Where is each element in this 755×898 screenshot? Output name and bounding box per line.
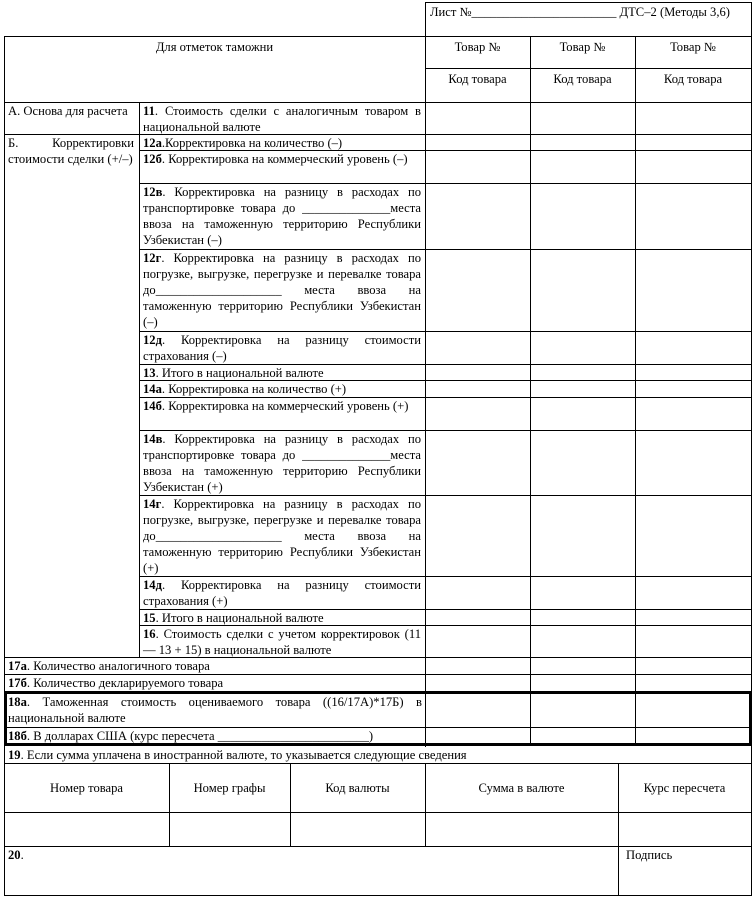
row-17b: 17б. Количество декларируемого товара — [8, 676, 224, 690]
row-line — [4, 812, 752, 813]
goods-no-3: Товар № — [670, 40, 716, 54]
col-divider-goods-2 — [530, 36, 531, 746]
row-15: 15. Итого в национальной валюте — [143, 611, 324, 625]
row-19: 19. Если сумма уплачена в иностранной валюте, то указывается следующие сведения — [8, 748, 467, 762]
sheet-number-line: Лист №_______________________ ДТС–2 (Методы 3,6) — [430, 5, 730, 19]
header-top-line — [4, 36, 752, 37]
table19-divider — [290, 763, 291, 846]
sheet-box-top — [425, 2, 752, 3]
goods-no-line — [425, 68, 752, 69]
row-12d: 12д. Корректировка на разницу стоимости страхования (–) — [143, 333, 421, 363]
goods-no-2: Товар № — [559, 40, 606, 54]
signature-label: Подпись — [626, 848, 673, 862]
table19-header-goods-no: Номер товара — [49, 781, 124, 795]
goods-code-1: Код товара — [448, 72, 507, 86]
row-11: 11. Стоимость сделки с аналогичным товаром в национальной валюте — [143, 104, 421, 134]
row-14g: 14г. Корректировка на разницу в расходах по погрузке, выгрузке, перегрузке и перевалке товара до____________________ места ввоза на таможенную территорию Республики Узбекистан (+) — [143, 497, 421, 575]
row-13: 13. Итого в национальной валюте — [143, 366, 324, 380]
row-line — [4, 763, 752, 764]
goods-code-3: Код товара — [663, 72, 723, 86]
row-17a: 17а. Количество аналогичного товара — [8, 659, 210, 673]
form-border-left — [4, 36, 5, 896]
table19-header-exchange-rate: Курс пересчета — [643, 781, 726, 795]
sheet-box-left — [425, 2, 426, 657]
col-divider-goods-3 — [635, 36, 636, 746]
row-14v: 14в. Корректировка на разницу в расходах по транспортировке товара до ______________места ввоза на таможенную территорию Республики Узбекистан (+) — [143, 432, 421, 494]
table19-header-currency-code: Код валюты — [325, 781, 390, 795]
row-16: 16. Стоимость сделки с учетом корректировок (11 — 13 + 15) в национальной валюте — [143, 627, 421, 657]
row-18a: 18а. Таможенная стоимость оцениваемого товара ((16/17А)*17Б) в национальной валюте — [8, 695, 422, 725]
form-border-bottom — [4, 895, 752, 896]
row-12b: 12б. Корректировка на коммерческий уровень (–) — [143, 152, 408, 166]
section-a-label: А. Основа для расчета — [8, 104, 128, 118]
col-divider-1 — [139, 102, 140, 657]
form-border-right — [751, 2, 752, 896]
row-18b: 18б. В долларах США (курс пересчета ________________________) — [8, 729, 374, 743]
row-14d: 14д. Корректировка на разницу стоимости страхования (+) — [143, 578, 421, 608]
table19-header-amount: Сумма в валюте — [478, 781, 565, 795]
customs-marks-title: Для отметок таможни — [155, 40, 274, 54]
row-12a: 12а.Корректировка на количество (–) — [143, 136, 343, 150]
row-14a: 14а. Корректировка на количество (+) — [143, 382, 347, 396]
section-b-label: Б. Корректировки стоимости сделки (+/–) — [8, 136, 134, 166]
row-14b: 14б. Корректировка на коммерческий уровень (+) — [143, 399, 409, 413]
goods-no-1: Товар № — [454, 40, 501, 54]
table19-divider — [169, 763, 170, 846]
row-20: 20. — [8, 848, 24, 862]
row-12g: 12г. Корректировка на разницу в расходах по погрузке, выгрузке, перегрузке и перевалке товара до____________________ места ввоза на таможенную территорию Республики Узбекистан (–) — [143, 251, 421, 329]
table19-header-column-no: Номер графы — [193, 781, 266, 795]
goods-code-2: Код товара — [553, 72, 612, 86]
table19-divider — [425, 763, 426, 846]
row-12v: 12в. Корректировка на разницу в расходах по транспортировке товара до ______________места ввоза на таможенную территорию Республики Узбекистан (–) — [143, 185, 421, 247]
